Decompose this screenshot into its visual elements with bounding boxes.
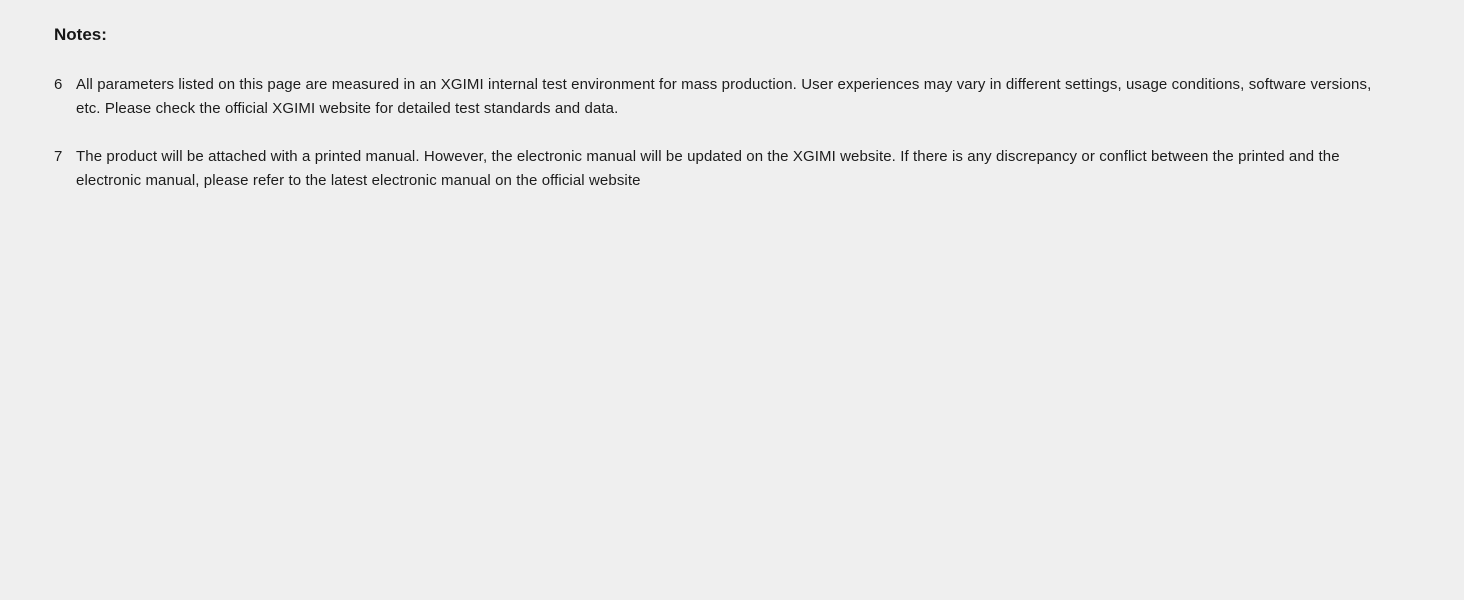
notes-list (54, 73, 1464, 193)
note-item-7 (54, 145, 1464, 193)
notes-page (0, 0, 1464, 193)
notes-heading: Notes: (54, 25, 107, 44)
note-text: The product will be attached with a printed manual. However, the electronic manual will be updated on the XGIMI website. If there is any discrepancy or conflict between the printed and the electronic manual, please refer to the latest electronic manual on the official website (76, 148, 1340, 189)
note-number: 7 (54, 148, 63, 165)
note-text: All parameters listed on this page are measured in an XGIMI internal test environment for mass production. User experiences may vary in different settings, usage conditions, software versions, etc. Please check the official XGIMI website for detailed test standards and data. (76, 76, 1372, 117)
note-item-6 (54, 73, 1464, 121)
note-number: 6 (54, 76, 63, 93)
